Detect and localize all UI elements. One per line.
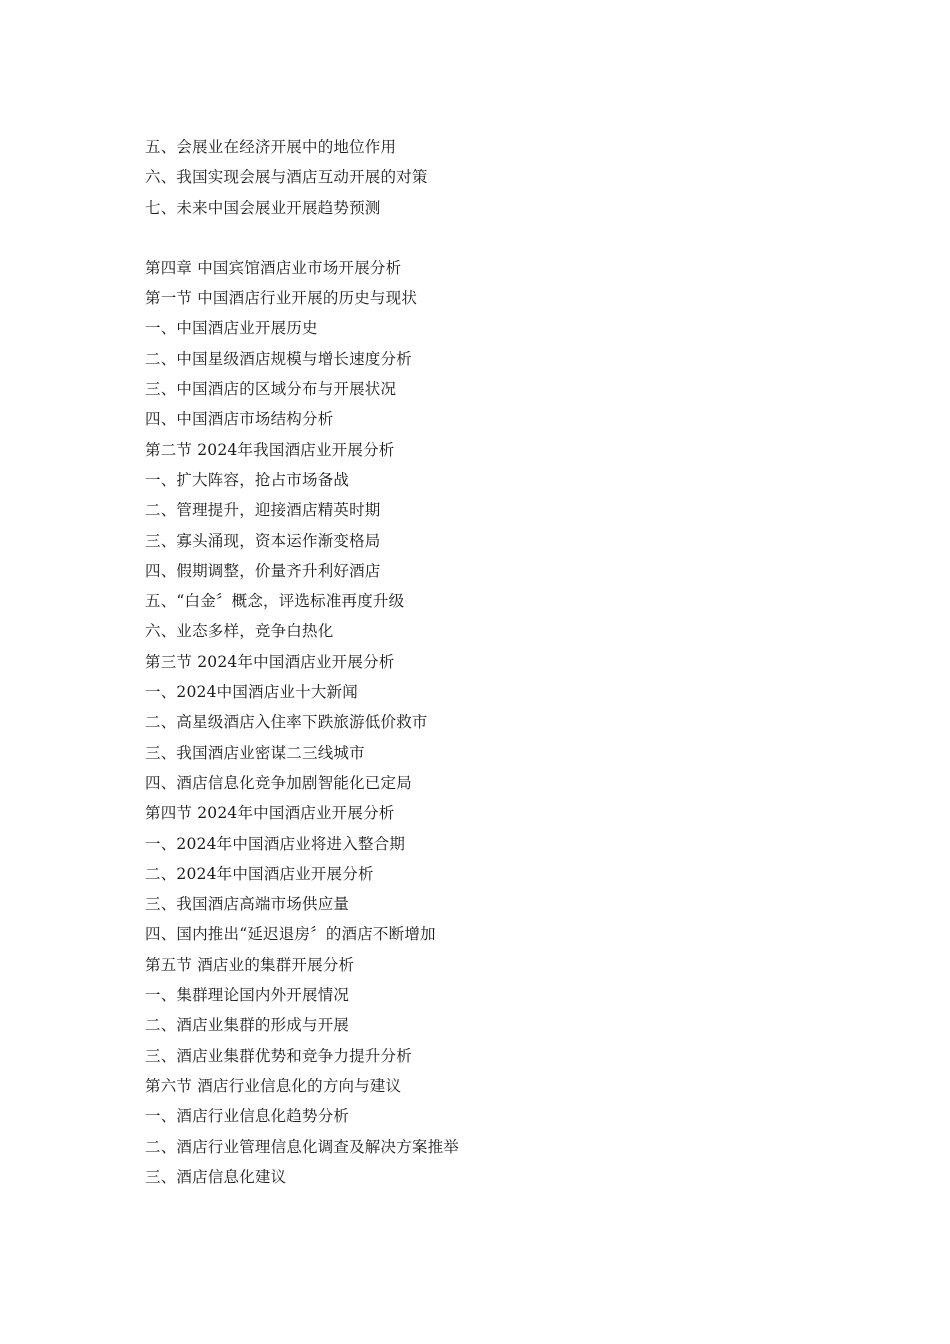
list-item: 一、扩大阵容，抢占市场备战 xyxy=(145,470,350,489)
list-item: 四、假期调整，价量齐升利好酒店 xyxy=(145,561,381,580)
list-item: 一、集群理论国内外开展情况 xyxy=(145,986,350,1005)
list-item: 二、2024年中国酒店业开展分析 xyxy=(145,864,374,883)
list-item: 六、业态多样，竞争白热化 xyxy=(145,622,334,641)
list-item: 三、我国酒店高端市场供应量 xyxy=(145,895,350,914)
section-heading: 第四节 2024年中国酒店业开展分析 xyxy=(145,804,395,823)
list-item: 三、中国酒店的区域分布与开展状况 xyxy=(145,380,397,399)
list-item: 一、酒店行业信息化趋势分析 xyxy=(145,1107,350,1126)
list-item: 三、酒店信息化建议 xyxy=(145,1167,287,1186)
section-heading: 第六节 酒店行业信息化的方向与建议 xyxy=(145,1076,402,1095)
list-item: 五、会展业在经济开展中的地位作用 xyxy=(145,138,397,156)
list-item: 四、国内推出“延迟退房〞的酒店不断增加 xyxy=(145,925,436,944)
list-item: 二、酒店行业管理信息化调查及解决方案推举 xyxy=(145,1137,460,1156)
list-item: 四、酒店信息化竞争加剧智能化已定局 xyxy=(145,773,412,792)
list-item: 二、酒店业集群的形成与开展 xyxy=(145,1016,350,1035)
list-item: 一、2024年中国酒店业将进入整合期 xyxy=(145,834,406,853)
list-item: 三、寡头涌现，资本运作渐变格局 xyxy=(145,531,381,550)
list-item: 三、我国酒店业密谋二三线城市 xyxy=(145,743,365,762)
section-heading: 第五节 酒店业的集群开展分析 xyxy=(145,955,355,974)
section-heading: 第三节 2024年中国酒店业开展分析 xyxy=(145,652,395,671)
list-item: 五、“白金〞概念，评选标准再度升级 xyxy=(145,592,405,611)
list-item: 三、酒店业集群优势和竞争力提升分析 xyxy=(145,1046,412,1065)
chapter-section xyxy=(145,253,845,1192)
section-heading: 第二节 2024年我国酒店业开展分析 xyxy=(145,440,395,459)
section-heading: 第一节 中国酒店行业开展的历史与现状 xyxy=(145,289,418,308)
section-spacer xyxy=(145,223,845,253)
top-section xyxy=(145,132,845,223)
document-page xyxy=(145,132,845,1192)
list-item: 二、中国星级酒店规模与增长速度分析 xyxy=(145,349,412,368)
list-item: 二、管理提升，迎接酒店精英时期 xyxy=(145,501,381,520)
list-item: 六、我国实现会展与酒店互动开展的对策 xyxy=(145,168,428,187)
list-item: 七、未来中国会展业开展趋势预测 xyxy=(145,198,381,217)
chapter-heading: 第四章 中国宾馆酒店业市场开展分析 xyxy=(145,258,402,277)
list-item: 一、中国酒店业开展历史 xyxy=(145,319,318,338)
list-item: 四、中国酒店市场结构分析 xyxy=(145,410,334,429)
list-item: 二、高星级酒店入住率下跌旅游低价救市 xyxy=(145,713,428,732)
list-item: 一、2024中国酒店业十大新闻 xyxy=(145,683,358,702)
